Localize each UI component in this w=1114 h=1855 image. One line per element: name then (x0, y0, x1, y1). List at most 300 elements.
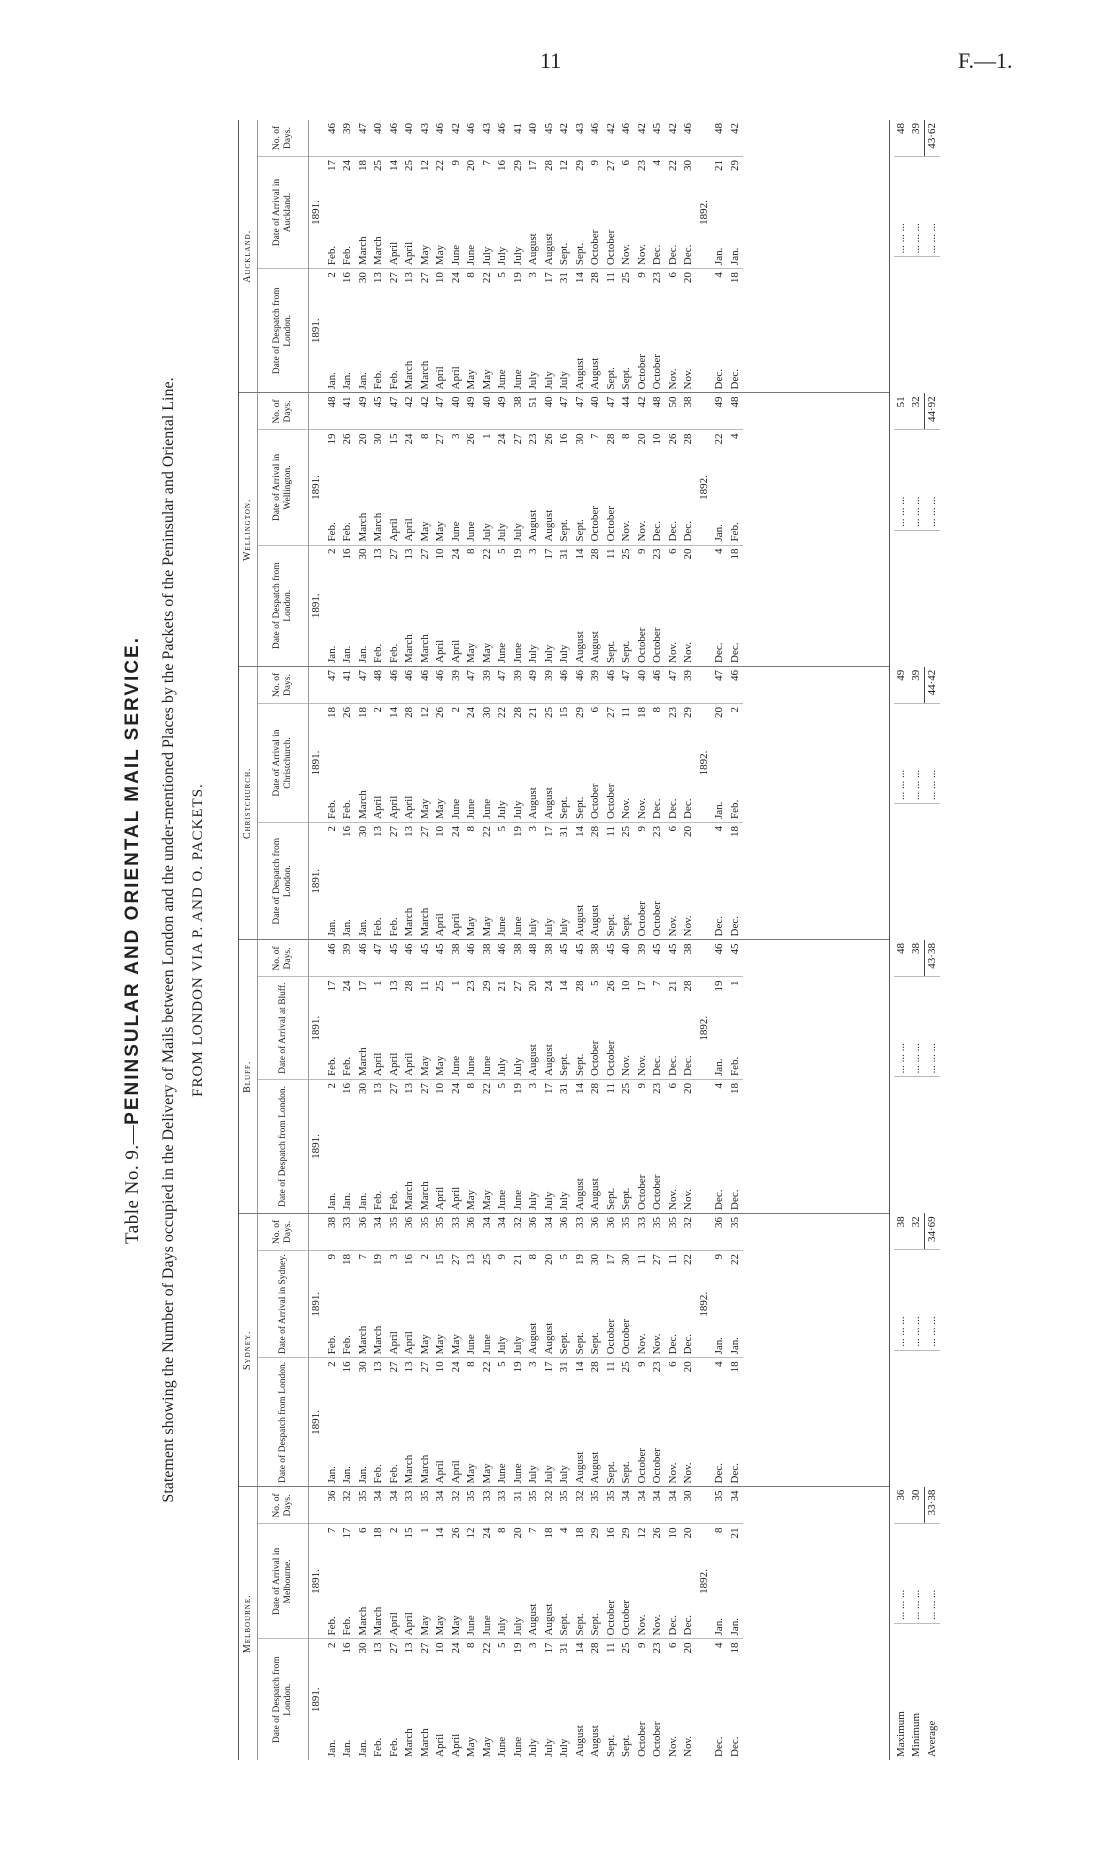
day: 4 (558, 1527, 570, 1533)
day: 28 (573, 980, 586, 992)
arrival-date (635, 1524, 651, 1639)
arrival-date (371, 704, 387, 823)
year-cell: 1891. (310, 1410, 322, 1435)
table-row (650, 120, 666, 393)
day: 12 (558, 160, 570, 171)
summary-block (894, 667, 940, 940)
days-count: 35 (650, 1214, 666, 1251)
arrival-date (526, 430, 542, 545)
month: October (589, 783, 601, 819)
despatch-date (542, 1358, 558, 1487)
table-row (650, 1488, 666, 1761)
month: Nov. (666, 915, 679, 937)
year-cell (697, 941, 713, 978)
despatch-date (480, 1079, 496, 1213)
month: April (449, 1186, 462, 1210)
summary-label (909, 804, 925, 941)
month: Jan. (341, 1192, 353, 1210)
month: Nov. (666, 1736, 679, 1757)
arrival-date (480, 977, 496, 1079)
arrival-date (712, 704, 728, 823)
table-row (681, 1214, 697, 1487)
day: 22 (480, 1642, 493, 1654)
summary-dots: ... ... ... (925, 1250, 941, 1350)
despatch-date (604, 1079, 620, 1213)
despatch-date (650, 269, 666, 393)
table-title (122, 120, 152, 1760)
month: Feb. (325, 522, 338, 542)
month: Jan. (325, 1466, 338, 1484)
month: June (511, 369, 524, 390)
month: Jan. (713, 1058, 725, 1076)
days-count: 33 (495, 1488, 511, 1525)
despatch-date (387, 1079, 403, 1213)
table-row (588, 1214, 604, 1487)
day: 8 (713, 1527, 725, 1533)
month: July (527, 644, 539, 663)
day: 24 (542, 980, 555, 992)
days-count: 38 (542, 941, 558, 978)
day: 22 (496, 707, 508, 718)
arrival-date (557, 157, 573, 269)
days-count: 30 (681, 1488, 697, 1525)
month: Jan. (356, 919, 369, 937)
despatch-date (650, 1639, 666, 1760)
despatch-date (542, 1079, 558, 1213)
month: Sept. (620, 1734, 632, 1757)
table-row (464, 941, 480, 1214)
day: 14 (573, 1082, 586, 1094)
table-row (650, 394, 666, 667)
despatch-date (480, 1358, 496, 1487)
table-row (511, 394, 527, 667)
days-count: 40 (449, 394, 465, 431)
days-count: 45 (371, 394, 387, 431)
month: April (449, 1733, 462, 1757)
month: Dec. (666, 1333, 679, 1355)
table-row (402, 1214, 418, 1487)
day: 22 (480, 1082, 493, 1094)
table-row (681, 394, 697, 667)
table-row (511, 1214, 527, 1487)
month: May (480, 1463, 493, 1484)
despatch-date (511, 1639, 527, 1760)
day: 18 (728, 548, 741, 560)
despatch-header: Date of Despatch from London. (258, 1639, 309, 1760)
summary-row (909, 1213, 925, 1486)
day: 13 (387, 980, 400, 992)
month: May (465, 369, 477, 390)
day: 8 (465, 548, 477, 555)
month: Feb. (325, 799, 338, 819)
summary-value: 39 (909, 667, 925, 704)
days-count: 40 (588, 394, 604, 431)
despatch-date (418, 822, 434, 939)
day: 25 (620, 1642, 632, 1654)
month: April (387, 1612, 400, 1636)
summary-label (894, 1350, 909, 1487)
month: Dec. (713, 1189, 725, 1210)
summary-block (894, 1487, 940, 1760)
days-count: 45 (573, 941, 589, 978)
days-count: 46 (464, 941, 480, 978)
month: Sept. (620, 367, 632, 390)
arrival-date (588, 977, 604, 1079)
month: Feb. (387, 1190, 400, 1210)
arrival-date (340, 430, 356, 545)
table-row (712, 394, 728, 667)
arrival-date (402, 704, 418, 823)
year-cell: 1891. (310, 1134, 322, 1159)
despatch-date (464, 1079, 480, 1213)
day: 18 (356, 160, 369, 171)
day: 17 (542, 1082, 555, 1094)
day: 19 (325, 433, 338, 445)
day: 3 (527, 1642, 539, 1648)
month: July (496, 246, 508, 266)
month: October (635, 627, 648, 663)
day: 31 (558, 1642, 570, 1654)
despatch-date (557, 1079, 573, 1213)
summary-value: 33·38 (925, 1487, 941, 1524)
days-count: 48 (650, 394, 666, 431)
summary-table (894, 1487, 940, 1760)
table-row (728, 1214, 744, 1487)
day: 27 (387, 1361, 400, 1373)
summary-table (894, 393, 940, 666)
month: Dec. (682, 1055, 694, 1076)
arrival-date (681, 704, 697, 823)
arrival-date (495, 1524, 511, 1639)
month: March (403, 907, 415, 937)
month: Jan. (713, 1618, 725, 1636)
arrival-date (542, 977, 558, 1079)
month: Sept. (620, 1187, 632, 1210)
days-count: 39 (511, 667, 527, 704)
month: July (496, 1617, 508, 1636)
day: 30 (589, 1254, 601, 1265)
month: Feb. (341, 1335, 353, 1355)
arrival-date (449, 1251, 465, 1358)
header-row (258, 667, 309, 940)
month: March (356, 790, 369, 819)
table-row (635, 941, 651, 1214)
despatch-date (557, 545, 573, 666)
month: March (418, 907, 431, 937)
days-count: 46 (464, 120, 480, 157)
month: October (635, 1448, 648, 1484)
day: 8 (465, 1082, 477, 1089)
arrival-date (371, 430, 387, 545)
arrival-date (588, 704, 604, 823)
day: 24 (449, 548, 462, 560)
day: 13 (403, 1082, 415, 1094)
month: Dec. (728, 1189, 741, 1210)
table-row (604, 667, 620, 940)
day: 19 (511, 825, 524, 837)
despatch-date (464, 822, 480, 939)
day: 8 (465, 272, 477, 278)
month: August (542, 1603, 555, 1636)
month: Jan. (325, 1192, 338, 1210)
month: May (480, 916, 493, 937)
despatch-date (464, 1358, 480, 1487)
day: 20 (682, 1527, 694, 1539)
despatch-date (433, 269, 449, 393)
month: July (527, 371, 539, 390)
days-count: 34 (728, 1488, 744, 1525)
day: 10 (620, 980, 632, 992)
days-header: No. of Days. (258, 941, 309, 978)
arrival-date (387, 1524, 403, 1639)
arrival-date (449, 704, 465, 823)
despatch-date (681, 1079, 697, 1213)
summary-row (894, 1487, 909, 1760)
arrival-date (464, 1251, 480, 1358)
month: Feb. (728, 1056, 741, 1076)
days-count: 36 (712, 1214, 728, 1251)
table-row (356, 667, 372, 940)
despatch-date (418, 1639, 434, 1760)
arrival-date (728, 1524, 744, 1639)
days-count: 36 (356, 1214, 372, 1251)
arrival-date (325, 704, 341, 823)
despatch-date (325, 1639, 341, 1760)
days-count: 36 (557, 1214, 573, 1251)
month: May (418, 244, 431, 266)
month: August (589, 631, 601, 663)
despatch-date (356, 269, 372, 393)
days-count: 38 (511, 941, 527, 978)
month: June (511, 1736, 524, 1757)
arrival-date (573, 157, 589, 269)
year-cell: 1892. (697, 1251, 713, 1358)
month: Dec. (666, 521, 679, 542)
day: 31 (558, 548, 570, 560)
month: May (449, 1615, 462, 1636)
month: Jan. (356, 372, 369, 390)
month: May (465, 1189, 477, 1210)
days-count: 42 (635, 120, 651, 157)
place-heading: Auckland. (239, 120, 258, 393)
month: July (496, 1336, 508, 1355)
day: 30 (356, 1642, 369, 1654)
arrival-date (619, 977, 635, 1079)
despatch-date (650, 545, 666, 666)
day: 18 (728, 272, 741, 284)
month: Jan. (713, 247, 725, 266)
summary-row (894, 393, 909, 666)
despatch-date (728, 1639, 744, 1760)
year-cell: 1891. (310, 593, 322, 619)
month: Nov. (666, 642, 679, 663)
table-row (495, 1214, 511, 1487)
despatch-date (681, 269, 697, 393)
arrival-date (340, 977, 356, 1079)
arrival-date (650, 1524, 666, 1639)
month: Feb. (341, 1616, 353, 1636)
days-count: 46 (495, 941, 511, 978)
month: Feb. (341, 522, 353, 542)
day: 24 (465, 707, 477, 718)
arrival-date (650, 977, 666, 1079)
day: 18 (728, 825, 741, 837)
table-row (387, 120, 403, 393)
month: July (496, 800, 508, 819)
despatch-date (402, 1639, 418, 1760)
arrival-date (728, 1251, 744, 1358)
table-row (325, 394, 341, 667)
month: Dec. (728, 369, 741, 390)
arrival-date (728, 977, 744, 1079)
days-count: 38 (449, 941, 465, 978)
day: 11 (604, 1642, 617, 1654)
month: Jan. (341, 372, 353, 390)
month: June (465, 1615, 477, 1636)
days-count: 40 (635, 667, 651, 704)
despatch-date (356, 545, 372, 666)
day: 22 (480, 825, 493, 837)
despatch-date (619, 1079, 635, 1213)
month: October (604, 1040, 617, 1076)
table-row (464, 1488, 480, 1761)
day: 3 (527, 272, 539, 278)
year-cell (309, 1488, 325, 1525)
day: 10 (434, 272, 446, 284)
day: 22 (666, 160, 679, 171)
day: 15 (434, 1254, 446, 1265)
arrival-header: Date of Arrival in Melbourne. (258, 1524, 309, 1639)
year-cell (697, 394, 713, 431)
days-count: 34 (480, 1214, 496, 1251)
table-row (619, 1488, 635, 1761)
table-row (480, 394, 496, 667)
days-count: 35 (728, 1214, 744, 1251)
days-count: 47 (573, 394, 589, 431)
arrival-date (681, 430, 697, 545)
arrival-date (666, 1251, 682, 1358)
table-row (418, 394, 434, 667)
table-row (728, 1488, 744, 1761)
arrival-date (604, 977, 620, 1079)
days-count: 32 (340, 1488, 356, 1525)
day: 28 (542, 160, 555, 171)
table-row (666, 941, 682, 1214)
despatch-date (387, 1358, 403, 1487)
days-count: 47 (712, 667, 728, 704)
day: 1 (418, 1527, 431, 1533)
summary-value: 49 (894, 667, 909, 704)
day: 22 (682, 1254, 694, 1265)
despatch-date (340, 1639, 356, 1760)
month: Sept. (573, 242, 586, 266)
month: Feb. (372, 917, 384, 937)
month: August (542, 787, 555, 819)
table-row (542, 941, 558, 1214)
day: 6 (620, 160, 632, 166)
days-count: 35 (588, 1488, 604, 1525)
despatch-date (325, 269, 341, 393)
arrival-date (542, 430, 558, 545)
day: 22 (713, 433, 725, 445)
month: Nov. (620, 1054, 632, 1076)
table-row (387, 941, 403, 1214)
day: 25 (372, 160, 384, 171)
day: 4 (713, 1361, 725, 1367)
month: July (542, 1465, 555, 1484)
day: 18 (341, 1254, 353, 1265)
day: 22 (480, 548, 493, 560)
despatch-date (418, 1358, 434, 1487)
despatch-date (371, 1079, 387, 1213)
day: 11 (604, 825, 617, 837)
day: 24 (496, 433, 508, 445)
arrival-date (681, 157, 697, 269)
day: 20 (682, 1361, 694, 1373)
month: Nov. (635, 244, 648, 266)
despatch-date (557, 269, 573, 393)
month: October (651, 1174, 663, 1210)
month: August (542, 509, 555, 542)
day: 31 (558, 825, 570, 837)
month: May (418, 521, 431, 542)
days-count: 35 (464, 1488, 480, 1525)
despatch-date (588, 1358, 604, 1487)
table-row (712, 667, 728, 940)
despatch-date (666, 269, 682, 393)
arrival-date (635, 157, 651, 269)
arrival-date (712, 157, 728, 269)
arrival-date (325, 977, 341, 1079)
despatch-date (449, 822, 465, 939)
month: May (465, 1736, 477, 1757)
table-row (433, 1488, 449, 1761)
days-count: 45 (650, 120, 666, 157)
day: 11 (635, 1254, 648, 1265)
day: 9 (635, 825, 648, 832)
day: 27 (449, 1254, 462, 1265)
arrival-date (542, 704, 558, 823)
table-row (402, 941, 418, 1214)
year-cell: 1891. (309, 430, 325, 545)
month: October (604, 1600, 617, 1636)
summary-dots: ... ... ... (925, 157, 941, 257)
table-row (526, 1488, 542, 1761)
arrival-date (356, 1251, 372, 1358)
day: 27 (418, 272, 431, 284)
day: 18 (635, 707, 648, 718)
year-row (697, 394, 713, 667)
despatch-date (526, 1079, 542, 1213)
arrival-date (325, 1524, 341, 1639)
table-row (402, 667, 418, 940)
month: August (589, 357, 601, 390)
table-row (557, 941, 573, 1214)
table-row (666, 1488, 682, 1761)
arrival-date (449, 430, 465, 545)
days-count: 40 (371, 120, 387, 157)
days-count: 42 (418, 394, 434, 431)
year-cell (697, 822, 713, 939)
table-row (526, 120, 542, 393)
table-row (573, 667, 589, 940)
days-count: 35 (619, 1214, 635, 1251)
arrival-date (371, 1251, 387, 1358)
month: Jan. (713, 801, 725, 819)
day: 4 (713, 272, 725, 278)
days-header: No. of Days. (258, 120, 309, 157)
month: June (511, 916, 524, 937)
